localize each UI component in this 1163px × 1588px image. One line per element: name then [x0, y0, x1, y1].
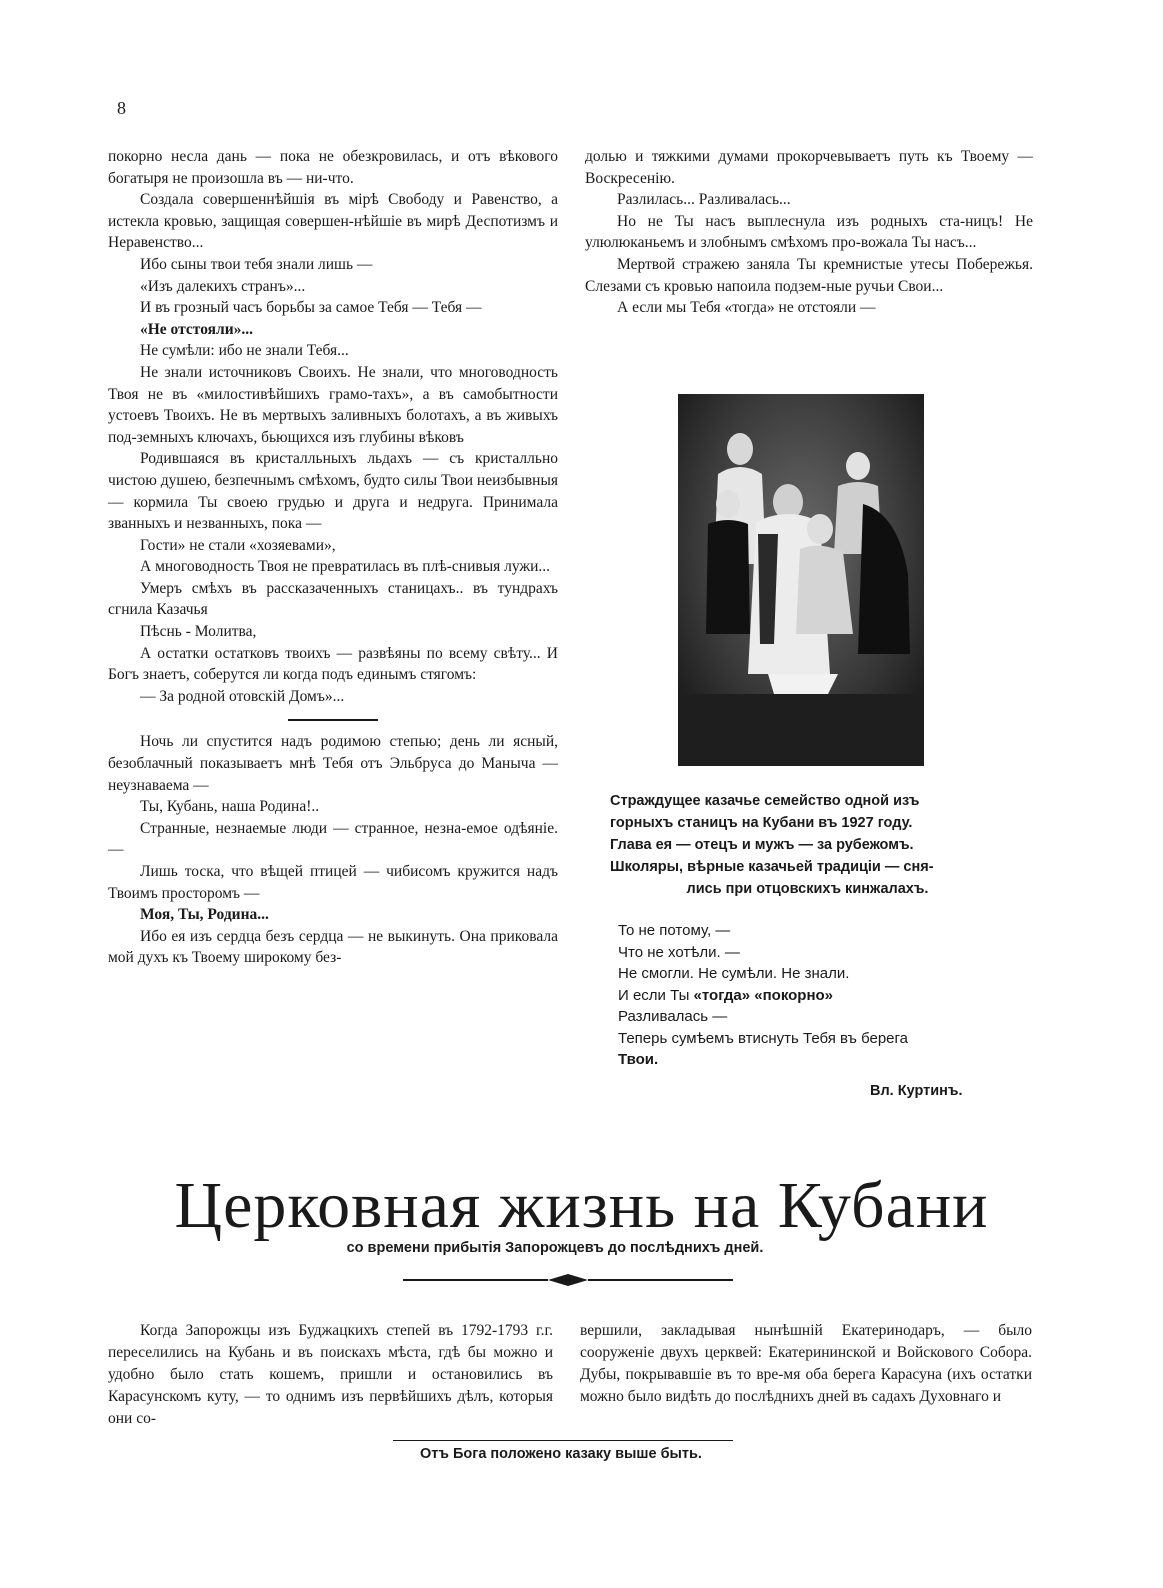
- author-signature: Вл. Куртинъ.: [870, 1083, 963, 1099]
- photo-caption: [610, 790, 1005, 900]
- col1.paragraphs-paragraph: «Не отстояли»...: [140, 320, 254, 338]
- col2.paragraphs-paragraph: Разлилась... Разливалась...: [617, 191, 791, 209]
- col1.after_rule-paragraph: Ибо ея изъ сердца безъ сердца — не выкинуть. Она приковала мой духъ къ Твоему широкому без-: [108, 927, 558, 967]
- poem-line: Что не хотѣли. —: [618, 943, 740, 961]
- col1.after_rule-paragraph: Ты, Кубань, наша Родина!..: [140, 798, 320, 816]
- col1.after_rule-paragraph: Лишь тоска, что вѣщей птицей — чибисомъ кружится надъ Твоимъ просторомъ —: [108, 863, 558, 902]
- caption-last-line: лись при отцовскихъ кинжалахъ.: [686, 881, 929, 897]
- article-column-left: [108, 1320, 553, 1430]
- col1.after_rule-paragraph: Странные, незнаемые люди — странное, незна-емое одѣяніе. —: [108, 819, 558, 859]
- ornament-divider: [403, 1272, 733, 1288]
- col1.paragraphs-paragraph: А остатки остатковъ твоихъ — развѣяны по всему свѣту... И Богъ знаетъ, соберутся ли когда подъ единымъ стягомъ:: [108, 644, 558, 684]
- poem-line: Твои.: [618, 1051, 659, 1068]
- poem-line: И если Ты «тогда» «покорно»: [618, 986, 834, 1004]
- col1.paragraphs-paragraph: покорно несла дань — пока не обезкровилась, и отъ вѣкового богатыря не произошла въ — ни-что.: [108, 148, 558, 187]
- family-photo: [678, 394, 924, 766]
- col1.paragraphs-paragraph: Не сумѣли: ибо не знали Тебя...: [140, 342, 349, 360]
- essay-column-right: [585, 146, 1033, 319]
- col2.paragraphs-paragraph: долью и тяжкими думами прокорчевываетъ путь къ Твоему — Воскресенію.: [585, 148, 1033, 187]
- col1.paragraphs-paragraph: Родившаяся въ кристалльныхъ льдахъ — съ кристалльно чистою душею, безпечнымъ смѣхомъ, будто силы Твои неизбывныя — кормила Ты своею грудью и друга и недруга. Принимала званныхъ и незванныхъ, пока —: [108, 450, 558, 533]
- article-right-text: вершили, закладывая нынѣшній Екатеринодаръ, — было сооруженіе двухъ церквей: Екатерининской и Войскового Собора. Дубы, покрывавшіе въ то вре-мя оба берега Карасуна (ихъ остатки можно было видѣть до послѣднихъ дней въ садахъ Духовнаго и: [580, 1322, 1032, 1405]
- article-title: Церковная жизнь на Кубани: [174, 1169, 989, 1242]
- caption-line: Страждущее казачье семейство одной изъ: [610, 793, 920, 809]
- poem-line: Разливалась —: [618, 1008, 728, 1025]
- col1.paragraphs-paragraph: Умеръ смѣхъ въ рассказаченныхъ станицахъ.. въ тундрахъ сгнила Казачья: [108, 579, 558, 619]
- col1.paragraphs-paragraph: Гости» не стали «хозяевами»,: [140, 536, 336, 554]
- article-column-right: [580, 1320, 1032, 1408]
- essay-left-after-divider: [108, 731, 558, 969]
- page-number: 8: [117, 98, 126, 118]
- family-photo-image: [678, 394, 924, 766]
- col1.paragraphs-paragraph: — За родной отовскій Домъ»...: [140, 687, 345, 705]
- poem-verse: [618, 920, 998, 1071]
- col2.paragraphs-paragraph: А если мы Тебя «тогда» не отстояли —: [617, 299, 876, 317]
- col1.paragraphs-paragraph: А многоводность Твоя не превратилась въ плѣ-снивыя лужи...: [140, 558, 551, 576]
- poem-line: Теперь сумѣемъ втиснуть Тебя въ берега: [618, 1029, 909, 1047]
- essay-column-left: [108, 146, 558, 969]
- poem-line: Не смогли. Не сумѣли. Не знали.: [618, 965, 850, 982]
- col1.after_rule-paragraph: Ночь ли спустится надъ родимою степью; день ли ясный, безоблачный показываетъ мнѣ Тебя отъ Эльбруса до Манычa — неузнаваема —: [108, 733, 558, 794]
- footer-motto: Отъ Бога положено казаку выше быть.: [420, 1446, 702, 1462]
- caption-lines: [610, 790, 1005, 878]
- caption-line: Школяры, вѣрные казачьей традиціи — сня-: [610, 859, 934, 875]
- col1.paragraphs-paragraph: «Изъ далекихъ странъ»...: [140, 277, 306, 295]
- col2.paragraphs-paragraph: Мертвой стражею заняла Ты кремнистые утесы Побережья. Слезами съ кровью напоила подзем-ные ручьи Свои...: [585, 255, 1033, 295]
- caption-line: Глава ея — отецъ и мужъ — за рубежомъ.: [610, 837, 914, 853]
- col1.paragraphs-paragraph: Ибо сыны твои тебя знали лишь —: [140, 255, 373, 273]
- col1.paragraphs-paragraph: Создала совершеннѣйшія въ мірѣ Свободу и Равенство, а истекла кровью, защищая совершен-нѣйшіе въ мирѣ Деспотизмъ и Неравенство...: [108, 191, 558, 252]
- col1.paragraphs-paragraph: Пѣснь - Молитва,: [140, 623, 257, 641]
- section-divider: [288, 719, 378, 721]
- col2.paragraphs-paragraph: Но не Ты насъ выплеснула изъ родныхъ ста-ницъ! Не улюлюканьемъ и злобнымъ смѣхомъ про-вожала Ты насъ...: [585, 212, 1033, 252]
- article-subtitle: со времени прибытія Запорожцевъ до послѣднихъ дней.: [346, 1240, 764, 1256]
- footer-rule: [393, 1440, 733, 1441]
- col1.paragraphs-paragraph: Не знали источниковъ Своихъ. Не знали, что многоводность Твоя не въ «милостивѣйшихъ грамо-тахъ», а въ самобытности устоевъ Твоихъ. Не въ мертвыхъ заливныхъ болотахъ, а въ живыхъ под-земныхъ ключахъ, бьющихся изъ глубины вѣковъ: [108, 363, 558, 446]
- caption-line: горныхъ станицъ на Кубани въ 1927 году.: [610, 815, 913, 831]
- poem-line: То не потому, —: [618, 922, 731, 939]
- col1.paragraphs-paragraph: И въ грозный часъ борьбы за самое Тебя — Тебя —: [140, 299, 482, 317]
- article-left-text: Когда Запорожцы изъ Буджацкихъ степей въ 1792-1793 г.г. переселились на Кубань и въ поискахъ мѣста, гдѣ бы можно и удобно было стать кошемъ, пришли и остановились въ Карасунскомъ куту, — то однимъ изъ первѣйшихъ дѣлъ, которыя они со-: [108, 1322, 553, 1427]
- essay-left-paragraphs: [108, 146, 558, 707]
- col1.after_rule-paragraph: Моя, Ты, Родина...: [140, 906, 269, 924]
